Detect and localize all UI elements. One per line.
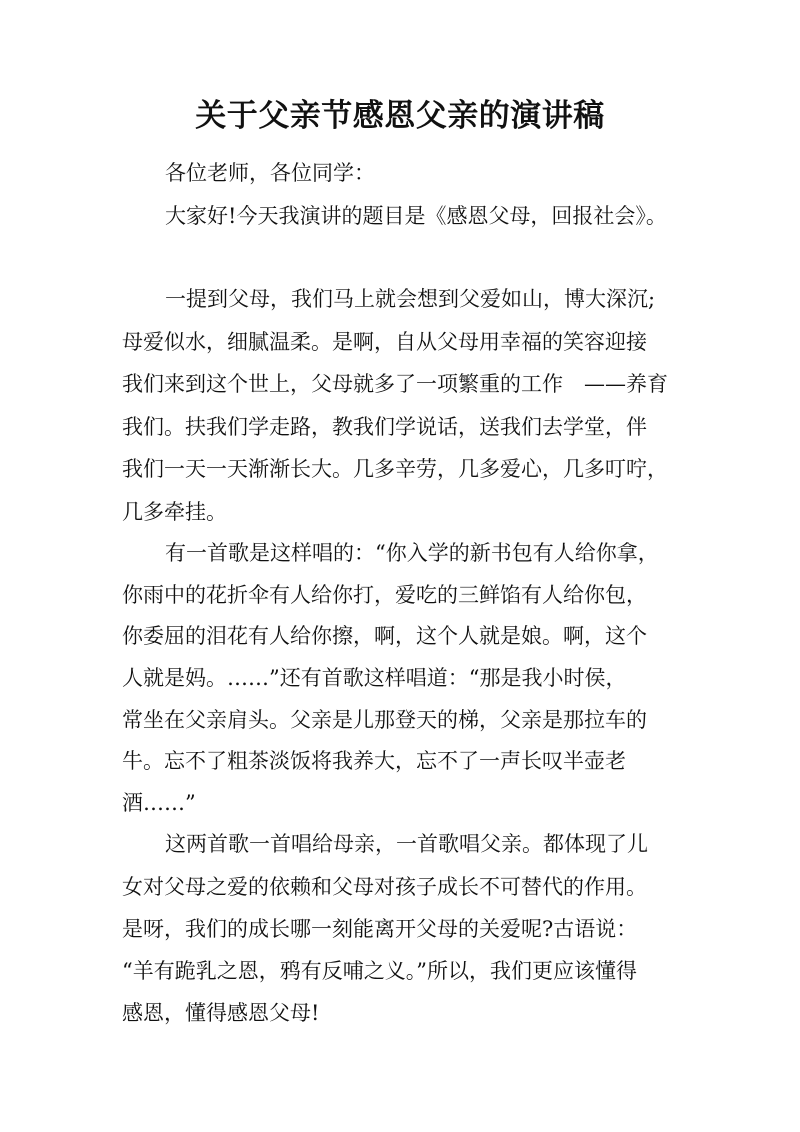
paragraph-line: 牛。忘不了粗茶淡饭将我养大，忘不了一声长叹半壶老 (122, 749, 626, 773)
paragraph-line: 是呀，我们的成长哪一刻能离开父母的关爱呢?古语说： (122, 917, 638, 941)
paragraph-line: 你委屈的泪花有人给你擦，啊，这个人就是娘。啊，这个 (122, 624, 647, 648)
paragraph-line: 我们。扶我们学走路，教我们学说话，送我们去学堂，伴 (122, 415, 647, 439)
document-title: 关于父亲节感恩父亲的演讲稿 (195, 98, 605, 134)
paragraph-line: “羊有跪乳之恩，鸦有反哺之义。”所以，我们更应该懂得 (122, 959, 637, 983)
paragraph-line: 感恩，懂得感恩父母! (122, 1001, 320, 1025)
paragraph-line: 常坐在父亲肩头。父亲是儿那登天的梯，父亲是那拉车的 (122, 708, 647, 732)
paragraph-line: 酒……” (122, 791, 196, 815)
paragraph-line: 几多牵挂。 (122, 500, 227, 524)
paragraph-line: 有一首歌是这样唱的：“你入学的新书包有人给你拿， (165, 541, 659, 565)
paragraph-line: 女对父母之爱的依赖和父母对孩子成长不可替代的作用。 (122, 875, 647, 899)
intro-line: 大家好!今天我演讲的题目是《感恩父母，回报社会》。 (165, 204, 667, 228)
paragraph-line: 人就是妈。……”还有首歌这样唱道：“那是我小时侯， (122, 666, 627, 690)
paragraph-line: 这两首歌一首唱给母亲，一首歌唱父亲。都体现了儿 (165, 832, 648, 856)
paragraph-line: 我们一天一天渐渐长大。几多辛劳，几多爱心，几多叮咛， (122, 457, 668, 481)
greeting-line: 各位老师，各位同学： (165, 161, 375, 185)
paragraph-line: 母爱似水，细腻温柔。是啊，自从父母用幸福的笑容迎接 (122, 330, 647, 354)
paragraph-line: 你雨中的花折伞有人给你打，爱吃的三鲜馅有人给你包， (122, 583, 647, 607)
paragraph-line: 一提到父母，我们马上就会想到父爱如山，博大深沉; (165, 287, 656, 311)
paragraph-line: 我们来到这个世上，父母就多了一项繁重的工作 ——养育 (122, 372, 668, 396)
